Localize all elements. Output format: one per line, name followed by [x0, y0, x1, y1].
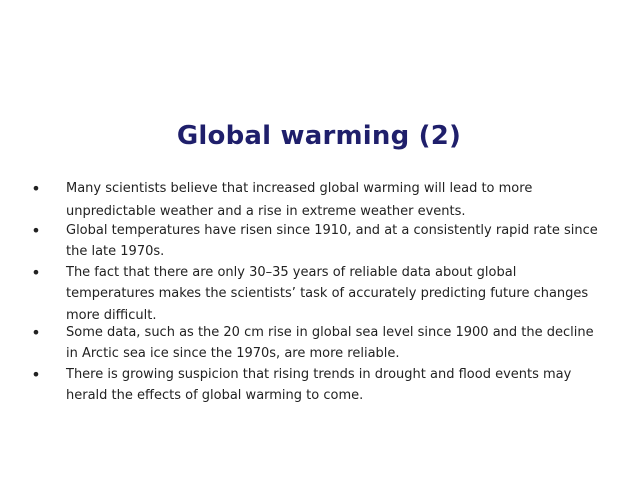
bullet-text-line: There is growing suspicion that rising trends in drought and flood events may — [66, 367, 572, 382]
bullet-text-line: more difficult. — [66, 308, 157, 323]
bullet-dot: • — [31, 179, 41, 198]
bullet-text-line: Many scientists believe that increased global warming will lead to more — [66, 181, 533, 196]
bullet-text-line: temperatures makes the scientists’ task of accurately predicting future changes — [66, 286, 589, 301]
bullet-dot: • — [31, 365, 41, 384]
bullet-text-line: Some data, such as the 20 cm rise in global sea level since 1900 and the decline — [66, 325, 594, 340]
bullet-text-line: herald the effects of global warming to come. — [66, 388, 364, 403]
bullet-text-line: Global temperatures have risen since 1910, and at a consistently rapid rate since — [66, 223, 598, 238]
bullet-dot: • — [31, 221, 41, 240]
bullet-text-line: the late 1970s. — [66, 244, 165, 259]
bullet-text-line: unpredictable weather and a rise in extreme weather events. — [66, 204, 466, 219]
slide-title: Global warming (2) — [176, 121, 462, 151]
bullet-text-line: in Arctic sea ice since the 1970s, are more reliable. — [66, 346, 400, 361]
bullet-dot: • — [31, 323, 41, 342]
bullet-dot: • — [31, 263, 41, 282]
bullet-text-line: The fact that there are only 30–35 years of reliable data about global — [66, 265, 517, 280]
